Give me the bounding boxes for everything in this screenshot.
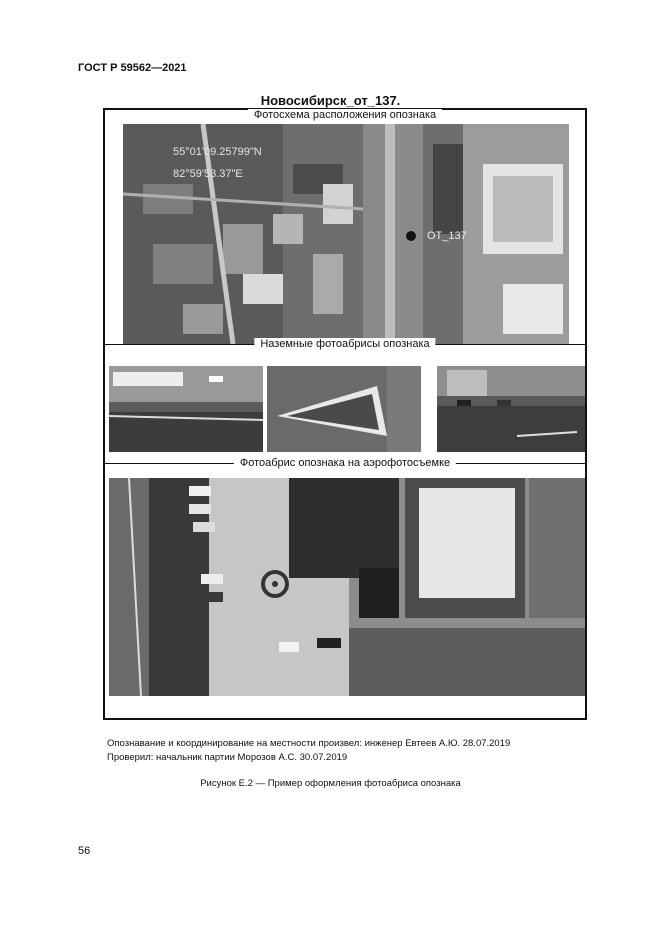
ground-photo-2 [267,366,421,452]
scheme-photo [123,124,569,344]
point-label: ОТ_137 [427,230,467,242]
page-number: 56 [78,845,91,857]
coord-line-1: 55°01'09.25799"N [173,146,262,158]
ground-photo-3 [437,366,585,452]
figure-caption: Рисунок Е.2 — Пример оформления фотоабриса опознака [200,778,461,789]
aerial-photo [109,478,585,696]
figure-frame [103,108,587,720]
scheme-section-label: Фотосхема расположения опознака [248,109,442,122]
ground-section-label: Наземные фотоабрисы опознака [254,338,435,351]
executor-note: Опознавание и координирование на местности произвел: инженер Евтеев А.Ю. 28.07.2019 [107,738,511,749]
standard-designation: ГОСТ Р 59562—2021 [78,62,187,74]
ground-photo-1 [109,366,263,452]
checker-note: Проверил: начальник партии Морозов А.С. 30.07.2019 [107,752,348,763]
figure-title: Новосибирск_от_137. [260,93,401,108]
aerial-section-label: Фотоабрис опознака на аэрофотосъемке [234,457,456,470]
coord-line-2: 82°59'53.37"E [173,168,243,180]
